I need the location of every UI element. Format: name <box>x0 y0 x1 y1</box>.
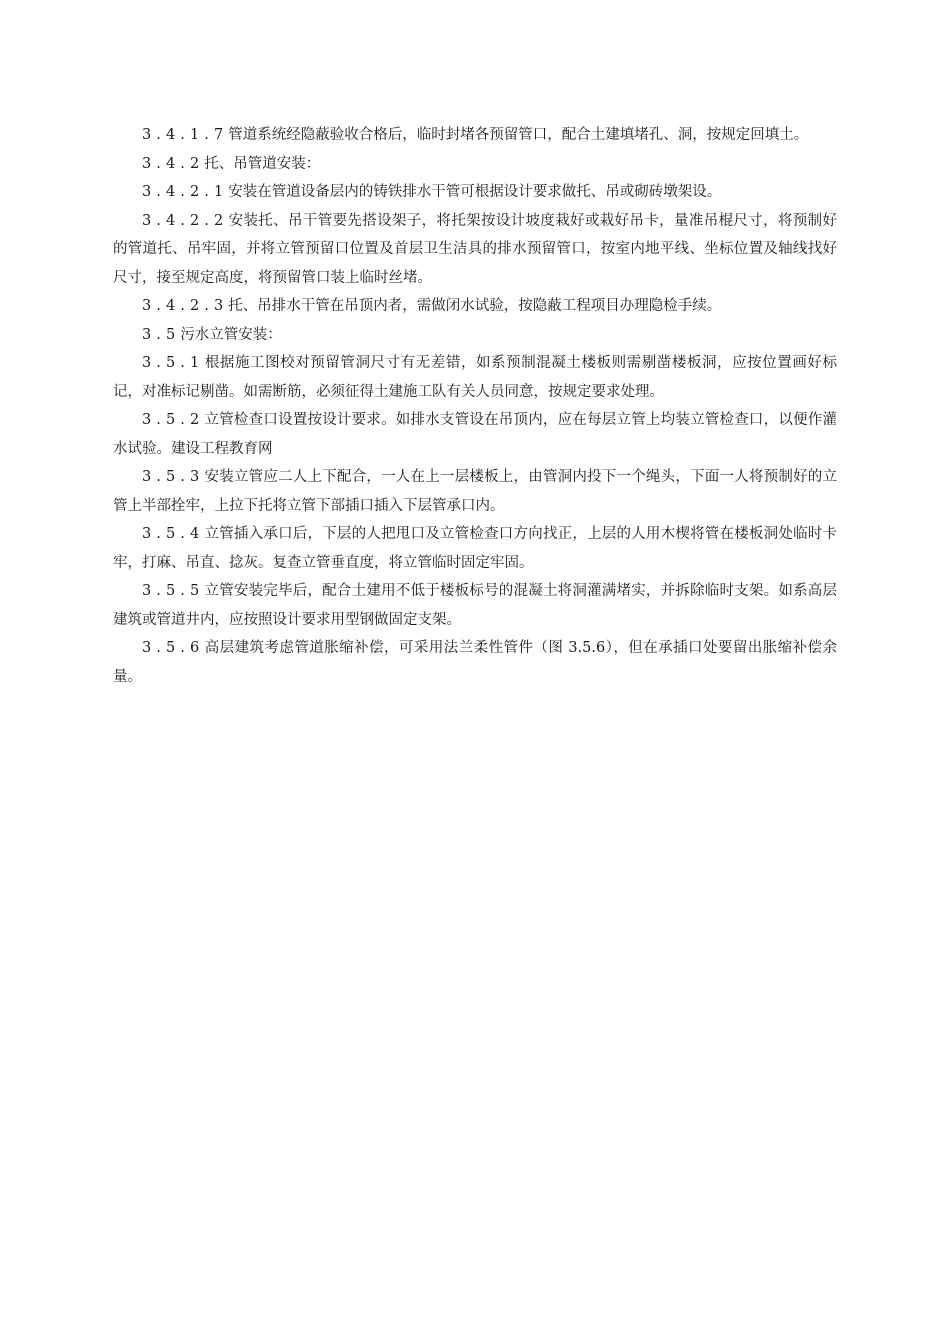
paragraph-text: 根据施工图校对预留管洞尺寸有无差错，如系预制混凝土楼板则需剔凿楼板洞，应按位置画好标记，对准标记剔凿。如需断筋，必须征得土建施工队有关人员同意，按规定要求处理。 <box>113 355 837 400</box>
paragraph-text: 管道系统经隐蔽验收合格后，临时封堵各预留管口，配合土建填堵孔、洞，按规定回填土。 <box>228 127 809 143</box>
section-number: 3.4.2 <box>142 155 205 172</box>
paragraph-3-4-2-3 <box>113 292 837 321</box>
section-number: 3.4.2.3 <box>142 298 229 314</box>
section-number: 3.4.2.1 <box>142 184 229 200</box>
section-number: 3.5.2 <box>142 412 205 428</box>
paragraph-text: 安装立管应二人上下配合，一人在上一层楼板上，由管洞内投下一个绳头，下面一人将预制好的立管上半部拴牢，上拉下托将立管下部插口插入下层管承口内。 <box>113 469 837 514</box>
paragraph-3-5-5 <box>113 577 837 634</box>
paragraph-3-5-2 <box>113 406 837 463</box>
paragraph-text: 立管插入承口后，下层的人把甩口及立管检查口方向找正，上层的人用木楔将管在楼板洞处临时卡牢，打麻、吊直、捻灰。复查立管垂直度，将立管临时固定牢固。 <box>113 526 837 571</box>
section-number: 3.5.3 <box>142 469 205 485</box>
paragraph-text: 托、吊排水干管在吊顶内者，需做闭水试验，按隐蔽工程项目办理隐检手续。 <box>228 298 722 314</box>
section-number: 3.5.4 <box>142 526 205 542</box>
document-body <box>113 121 837 691</box>
section-number: 3.5.1 <box>142 355 205 371</box>
section-number: 3.4.2.2 <box>142 212 229 229</box>
section-number: 3.5.6 <box>142 640 205 656</box>
paragraph-text: 安装在管道设备层内的铸铁排水干管可根据设计要求做托、吊或砌砖墩架设。 <box>228 184 722 200</box>
paragraph-text: 污水立管安装： <box>180 326 282 343</box>
paragraph-3-5-1 <box>113 349 837 406</box>
paragraph-text: 托、吊管道安装： <box>204 155 321 172</box>
paragraph-text: 高层建筑考虑管道胀缩补偿，可采用法兰柔性管件（图 3.5.6），但在承插口处要留出胀缩补偿余量。 <box>113 640 837 685</box>
paragraph-3-4-1-7 <box>113 121 837 150</box>
paragraph-3-5-4 <box>113 520 837 577</box>
paragraph-3-5-3 <box>113 463 837 520</box>
paragraph-3-4-2-2 <box>113 207 837 293</box>
section-number: 3.5.5 <box>142 583 205 599</box>
paragraph-3-4-2-1 <box>113 178 837 207</box>
section-number: 3.4.1.7 <box>142 127 229 143</box>
section-number: 3.5 <box>142 326 181 343</box>
paragraph-text: 安装托、吊干管要先搭设架子，将托架按设计坡度栽好或栽好吊卡，量准吊棍尺寸，将预制好的管道托、吊牢固，并将立管预留口位置及首层卫生洁具的排水预留管口，按室内地平线、坐标位置及轴线找好尺寸，接至规定高度，将预留管口装上临时丝堵。 <box>113 212 837 286</box>
paragraph-3-5-6 <box>113 634 837 691</box>
paragraph-text: 立管检查口设置按设计要求。如排水支管设在吊顶内，应在每层立管上均装立管检查口，以便作灌水试验。建设工程教育网 <box>113 412 837 457</box>
paragraph-3-4-2 <box>113 150 837 179</box>
paragraph-3-5 <box>113 321 837 350</box>
paragraph-text: 立管安装完毕后，配合土建用不低于楼板标号的混凝土将洞灌满堵实，并拆除临时支架。如系高层建筑或管道井内，应按照设计要求用型钢做固定支架。 <box>113 583 837 628</box>
